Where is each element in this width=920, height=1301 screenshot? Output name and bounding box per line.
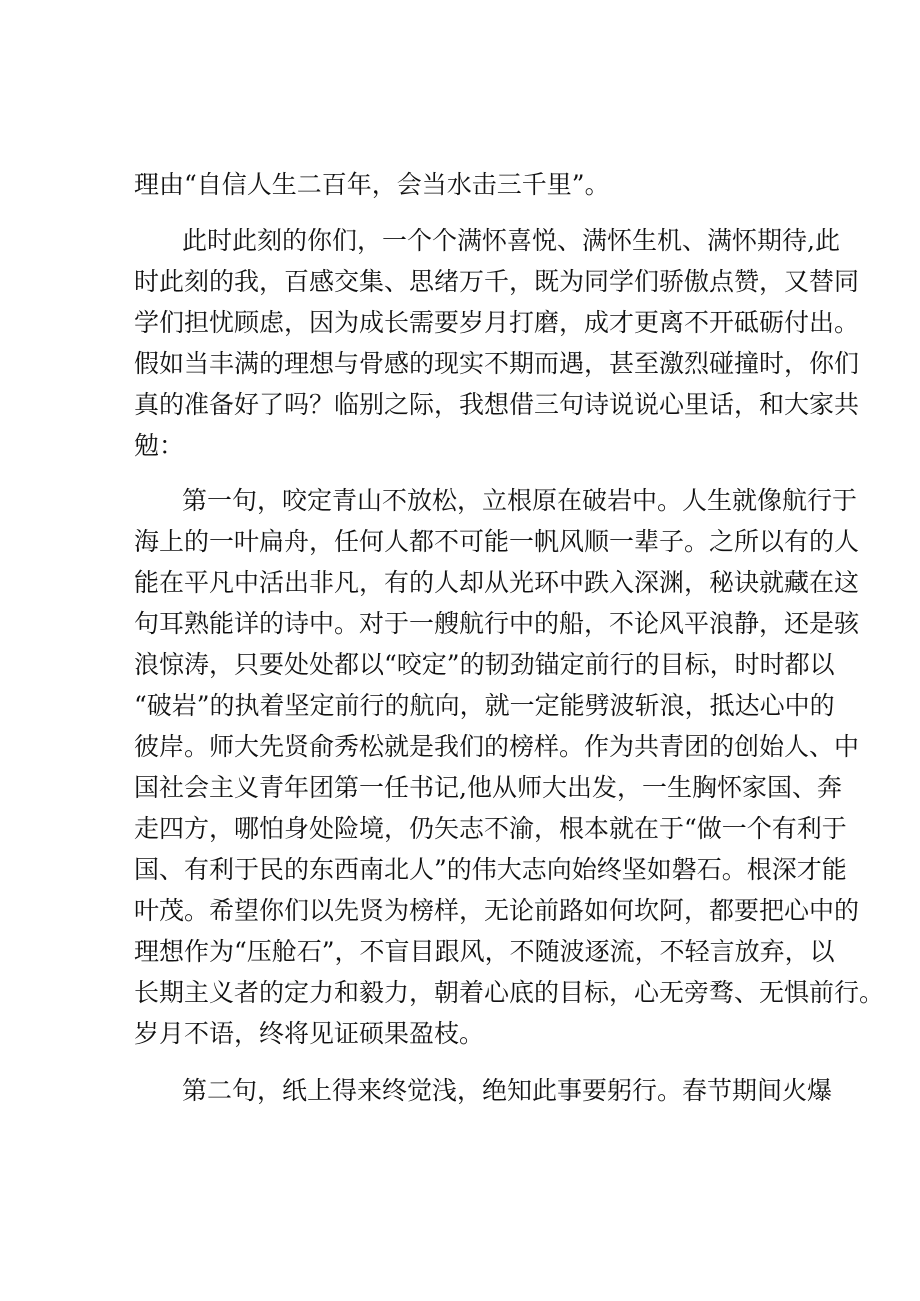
text-line: 能在平凡中活出非凡，有的人却从光环中跌入深渊，秘诀就藏在这 <box>134 568 860 597</box>
text-line: 彼岸。师大先贤俞秀松就是我们的榜样。作为共青团的创始人、中 <box>134 732 860 761</box>
text-line: “破岩”的执着坚定前行的航向，就一定能劈波斩浪，抵达心中的 <box>134 691 835 720</box>
text-line: 长期主义者的定力和毅力，朝着心底的目标，心无旁骛、无惧前行。 <box>134 978 885 1007</box>
text-line: 理由“自信人生二百年，会当水击三千里”。 <box>134 170 610 199</box>
text-line: 国社会主义青年团第一任书记,他从师大出发，一生胸怀家国、奔 <box>134 773 842 802</box>
text-line: 走四方，哪怕身处险境，仍矢志不渝，根本就在于“做一个有利于 <box>134 814 847 843</box>
text-line: 浪惊涛，只要处处都以“咬定”的韧劲锚定前行的目标，时时都以 <box>134 650 835 679</box>
text-line: 学们担忧顾虑，因为成长需要岁月打磨，成才更离不开砥砺付出。 <box>134 308 860 337</box>
text-line: 国、有利于民的东西南北人”的伟大志向始终坚如磐石。根深才能 <box>134 855 847 884</box>
text-line: 句耳熟能详的诗中。对于一艘航行中的船，不论风平浪静，还是骇 <box>134 609 860 638</box>
text-line: 此时此刻的你们，一个个满怀喜悦、满怀生机、满怀期待,此 <box>182 226 840 255</box>
text-line: 勉： <box>134 431 185 460</box>
text-line: 叶茂。希望你们以先贤为榜样，无论前路如何坎阿，都要把心中的 <box>134 896 860 925</box>
text-line: 第一句，咬定青山不放松，立根原在破岩中。人生就像航行于 <box>182 486 858 515</box>
text-line: 假如当丰满的理想与骨感的现实不期而遇，甚至激烈碰撞时，你们 <box>134 349 860 378</box>
text-line: 第二句，纸上得来终觉浅，绝知此事要躬行。春节期间火爆 <box>182 1076 833 1105</box>
text-line: 时此刻的我，百感交集、思绪万千，既为同学们骄傲点赞，又替同 <box>134 267 860 296</box>
text-line: 理想作为“压舱石”，不盲目跟风，不随波逐流，不轻言放弃，以 <box>134 937 835 966</box>
text-line: 真的准备好了吗？临别之际，我想借三句诗说说心里话，和大家共 <box>134 390 860 419</box>
text-line: 海上的一叶扁舟，任何人都不可能一帆风顺一辈子。之所以有的人 <box>134 527 860 556</box>
text-line: 岁月不语，终将见证硕果盈枝。 <box>134 1019 485 1048</box>
